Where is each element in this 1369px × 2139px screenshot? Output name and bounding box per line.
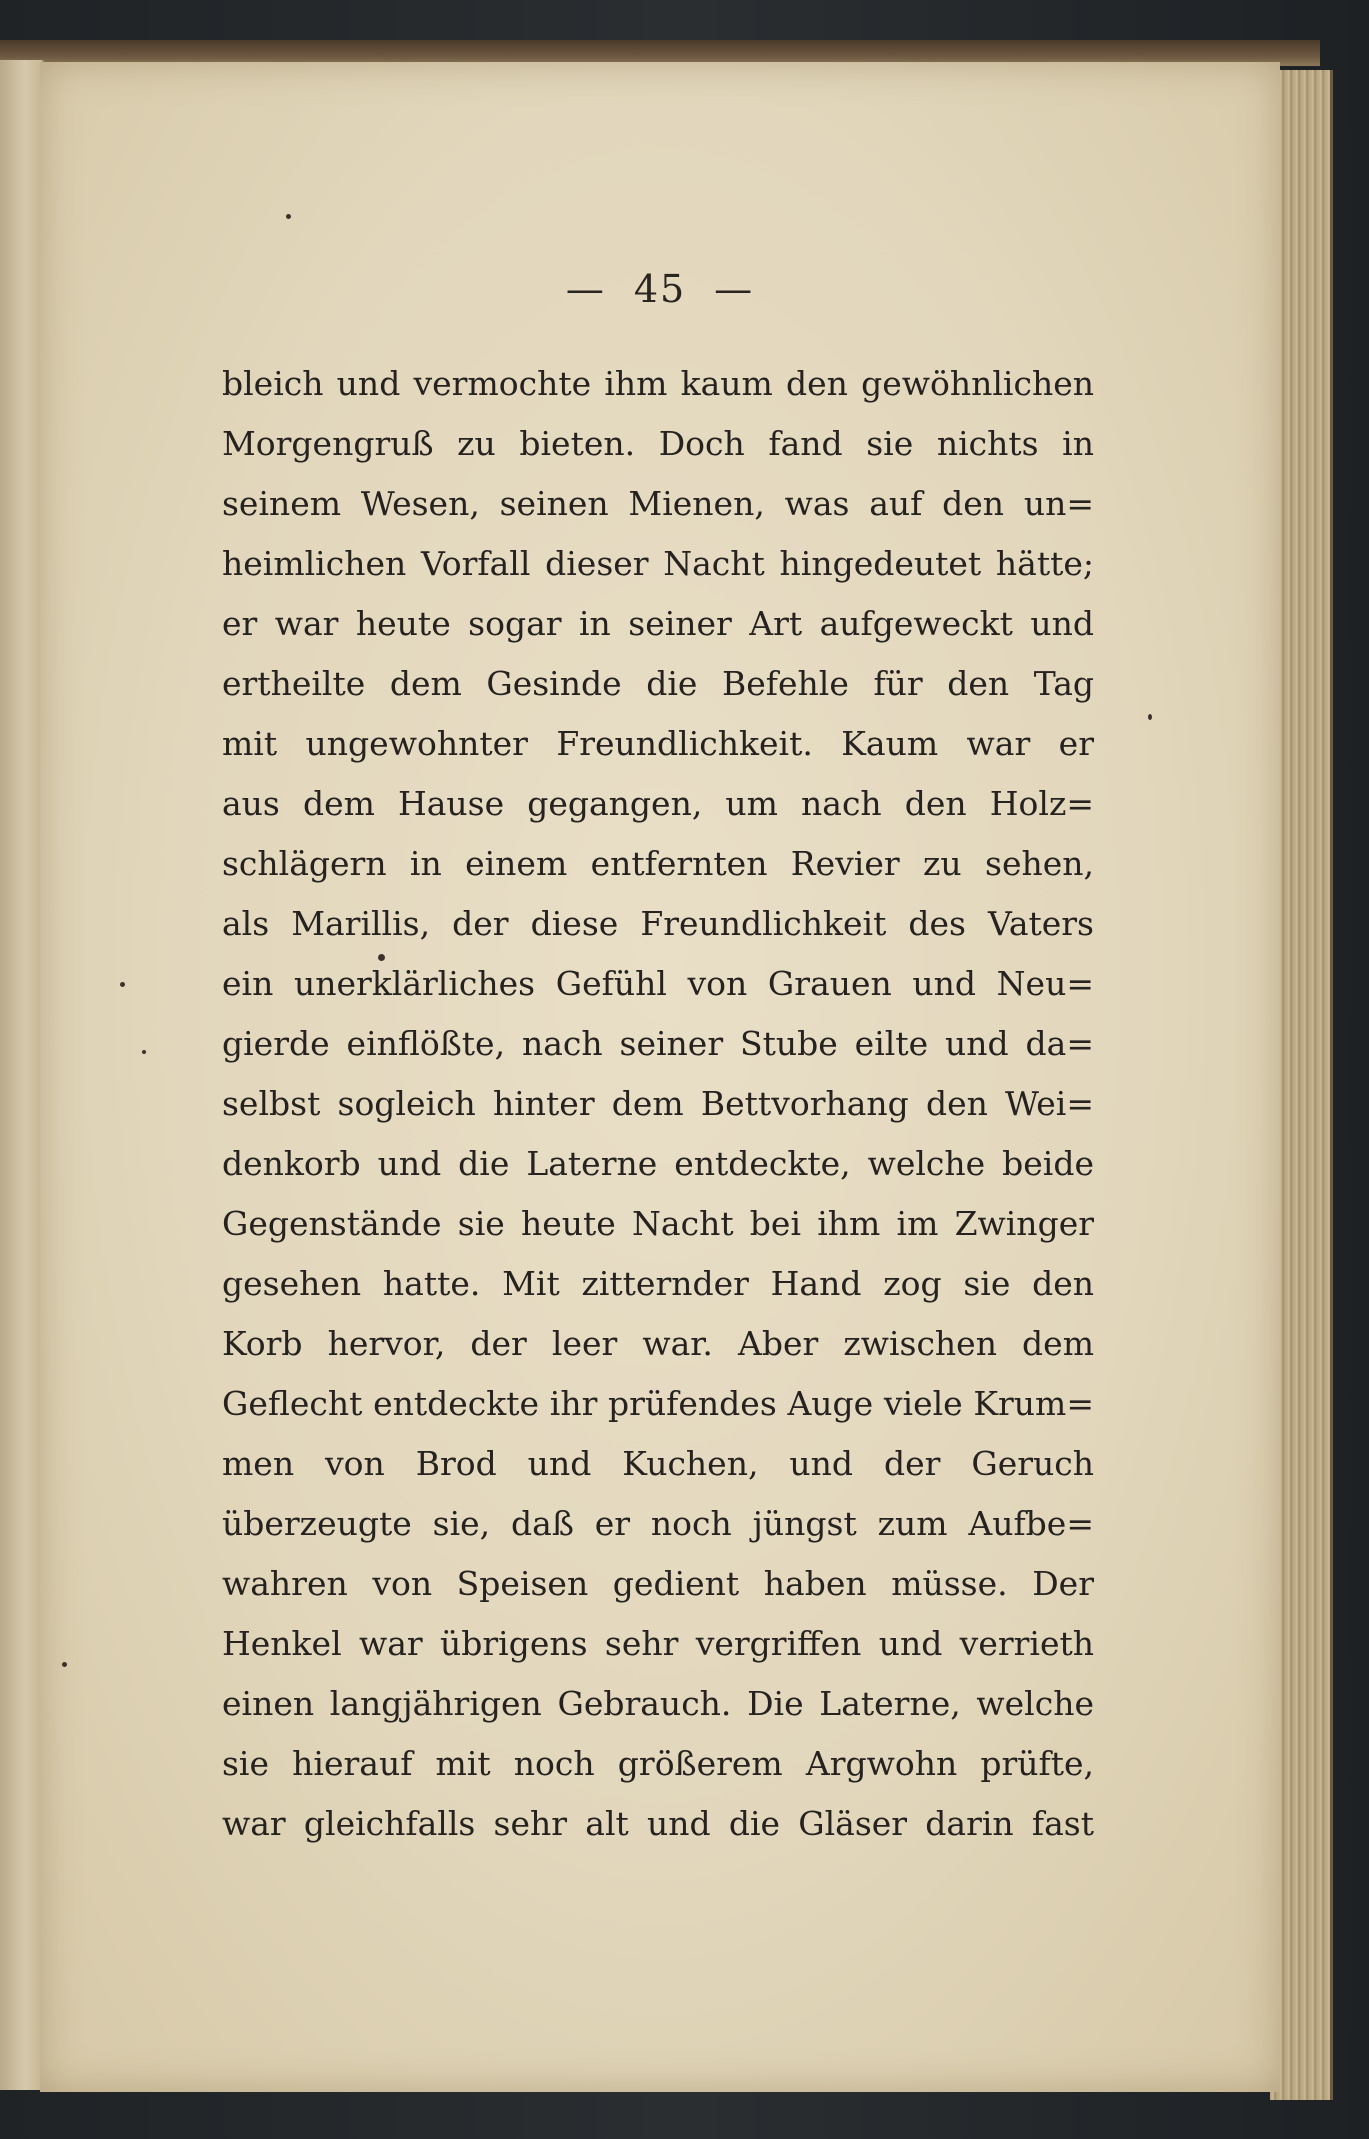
text-line: seinem Wesen, seinen Mienen, was auf den un= xyxy=(222,484,1094,523)
text-line: aus dem Hause gegangen, um nach den Holz= xyxy=(222,784,1094,823)
text-line: mit ungewohnter Freundlichkeit. Kaum war er xyxy=(222,724,1094,763)
paper-speck xyxy=(62,1662,67,1667)
text-line: ertheilte dem Gesinde die Befehle für den Tag xyxy=(222,664,1094,703)
page-header xyxy=(40,267,1280,311)
text-line: selbst sogleich hinter dem Bettvorhang den Wei= xyxy=(222,1084,1094,1123)
paper-speck xyxy=(378,954,385,961)
text-line: heimlichen Vorfall dieser Nacht hingedeutet hätte; xyxy=(222,544,1094,583)
text-line: einen langjährigen Gebrauch. Die Laterne, welche xyxy=(222,1684,1094,1723)
text-line: schlägern in einem entfernten Revier zu sehen, xyxy=(222,844,1094,883)
text-line: Morgengruß zu bieten. Doch fand sie nichts in xyxy=(222,424,1094,463)
book-page xyxy=(40,62,1280,2092)
text-line: Geflecht entdeckte ihr prüfendes Auge viele Krum= xyxy=(222,1384,1094,1423)
paper-speck xyxy=(142,1050,146,1054)
text-line: Henkel war übrigens sehr vergriffen und verrieth xyxy=(222,1624,1094,1663)
text-line: gesehen hatte. Mit zitternder Hand zog sie den xyxy=(222,1264,1094,1303)
paper-speck xyxy=(120,982,125,987)
paper-speck xyxy=(1148,714,1152,720)
page-number: 45 xyxy=(633,267,687,311)
text-line: Gegenstände sie heute Nacht bei ihm im Zwinger xyxy=(222,1204,1094,1243)
text-line: men von Brod und Kuchen, und der Geruch xyxy=(222,1444,1094,1483)
text-line: gierde einflößte, nach seiner Stube eilte und da= xyxy=(222,1024,1094,1063)
text-line: er war heute sogar in seiner Art aufgeweckt und xyxy=(222,604,1094,643)
text-line: sie hierauf mit noch größerem Argwohn prüfte, xyxy=(222,1744,1094,1783)
text-line: wahren von Speisen gedient haben müsse. Der xyxy=(222,1564,1094,1603)
header-dash-left: — xyxy=(565,267,606,311)
text-line: war gleichfalls sehr alt und die Gläser darin fast xyxy=(222,1804,1094,1843)
text-line: bleich und vermochte ihm kaum den gewöhnlichen xyxy=(222,364,1094,403)
text-line: denkorb und die Laterne entdeckte, welche beide xyxy=(222,1144,1094,1183)
text-line: Korb hervor, der leer war. Aber zwischen dem xyxy=(222,1324,1094,1363)
paper-speck xyxy=(286,214,291,219)
text-line: ein unerklärliches Gefühl von Grauen und Neu= xyxy=(222,964,1094,1003)
text-line: überzeugte sie, daß er noch jüngst zum Aufbe= xyxy=(222,1504,1094,1543)
text-line: als Marillis, der diese Freundlichkeit des Vaters xyxy=(222,904,1094,943)
facing-page-edge xyxy=(0,60,44,2090)
body-text xyxy=(222,354,1094,1854)
header-dash-right: — xyxy=(714,267,755,311)
